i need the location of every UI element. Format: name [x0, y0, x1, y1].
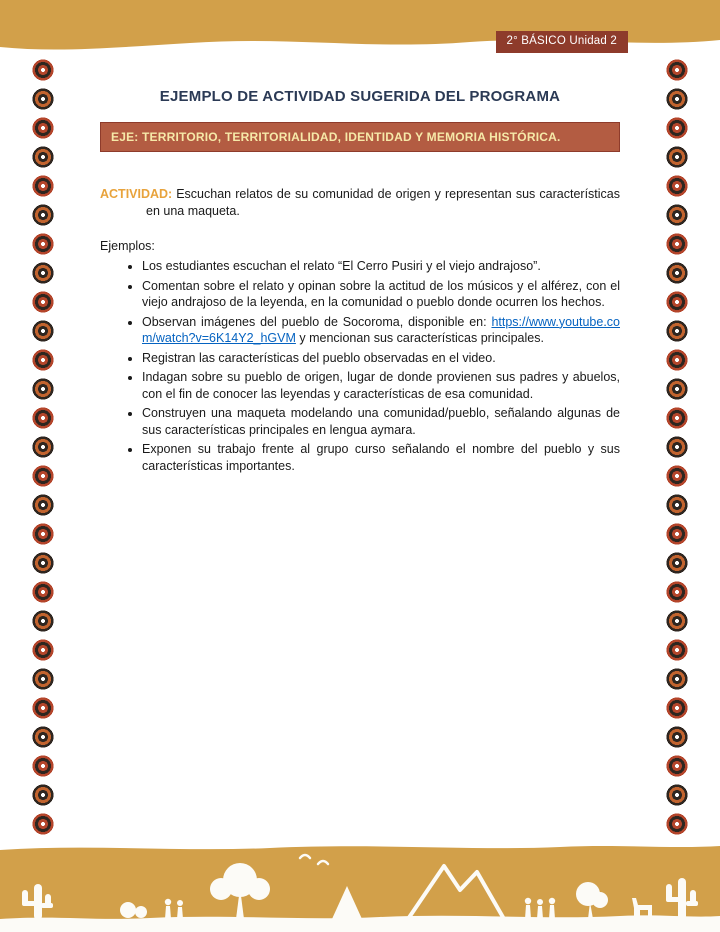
content-area [62, 58, 658, 477]
example-item [142, 405, 620, 438]
example-item-text: Observan imágenes del pueblo de Socoroma, disponible en: [142, 314, 492, 329]
example-item [142, 278, 620, 311]
right-border-ornament [662, 56, 692, 838]
left-border-ornament [28, 56, 58, 838]
examples-list [100, 258, 620, 474]
eje-banner [100, 122, 620, 152]
eje-banner-text: EJE: TERRITORIO, TERRITORIALIDAD, IDENTIDAD Y MEMORIA HISTÓRICA. [111, 130, 561, 144]
example-item-text: Exponen su trabajo frente al grupo curso señalando el nombre del pueblo y sus características importantes. [142, 442, 620, 473]
bottom-band-landscape [0, 838, 720, 932]
example-item-text: Registran las características del pueblo observadas en el video. [142, 350, 496, 365]
example-item-text: Los estudiantes escuchan el relato “El Cerro Pusiri y el viejo andrajoso”. [142, 259, 541, 274]
example-item [142, 258, 620, 275]
page-title: EJEMPLO DE ACTIVIDAD SUGERIDA DEL PROGRAMA [159, 88, 561, 105]
example-item-text: Construyen una maqueta modelando una comunidad/pueblo, señalando algunas de sus características principales en lengua aymara. [142, 406, 620, 437]
activity-label: ACTIVIDAD: [100, 187, 173, 201]
examples-label: Ejemplos: [100, 238, 155, 253]
example-item-text: Comentan sobre el relato y opinan sobre la actitud de los músicos y el alférez, con el viejo andrajoso de la leyenda, en la comunidad o pueblo donde ocurren los hechos. [142, 278, 620, 310]
youtube-link[interactable]: https://www.youtube.com/watch?v=6K14Y2_hGVM [142, 314, 620, 346]
example-item [142, 350, 620, 367]
activity-text: Escuchan relatos de su comunidad de origen y representan sus características en una maqueta. [146, 187, 620, 218]
example-item [142, 441, 620, 474]
activity-paragraph [100, 186, 620, 220]
example-item-text: y mencionan sus características principales. [295, 331, 544, 346]
example-item-text: Indagan sobre su pueblo de origen, lugar de donde provienen sus padres y abuelos, con el fin de conocer las leyendas y características de esa comunidad. [142, 370, 620, 401]
example-item [142, 314, 620, 347]
unit-badge: 2° BÁSICO Unidad 2 [496, 31, 628, 53]
example-item [142, 369, 620, 402]
